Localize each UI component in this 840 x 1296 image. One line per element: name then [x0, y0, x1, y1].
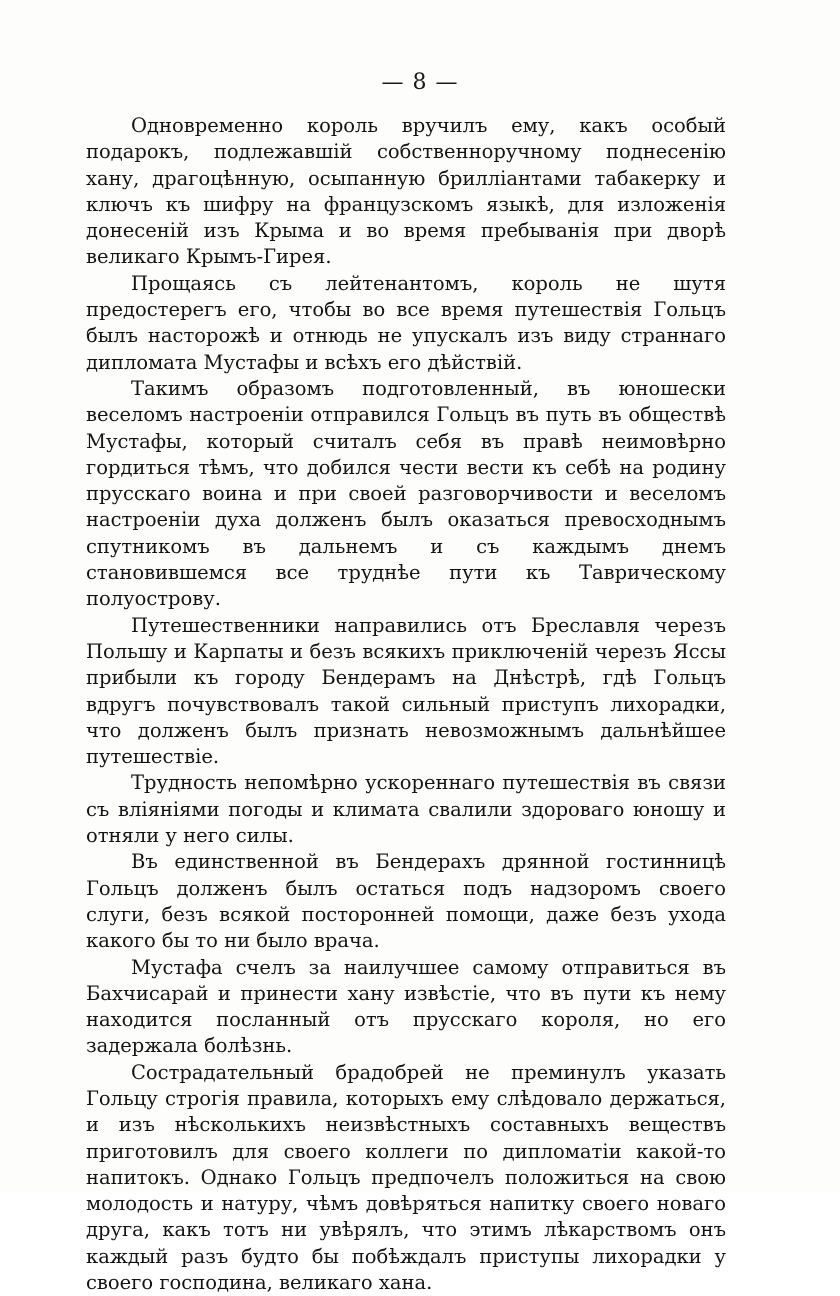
paragraph-8: Сострадательный брадобрей не преминулъ указать Гольцу строгія правила, которыхъ ему слѣдовало держаться, и изъ нѣсколькихъ неизвѣстныхъ составныхъ веществъ приготовилъ для своего коллеги по дипломатіи какой-то напитокъ. Однако Гольцъ предпочелъ положиться на свою молодость и натуру, чѣмъ довѣряться напитку своего новаго друга, какъ тотъ ни увѣрялъ, что этимъ лѣкарствомъ онъ каждый разъ будто бы побѣждалъ приступы лихорадки у своего господина, великаго хана.	[86, 1060, 726, 1295]
paragraph-4: Путешественники направились отъ Бреславля черезъ Польшу и Карпаты и безъ всякихъ приключеній черезъ Яссы прибыли къ городу Бендерамъ на Днѣстрѣ, гдѣ Гольцъ вдругъ почувствовалъ такой сильный приступъ лихорадки, что долженъ былъ признать невозможнымъ дальнѣйшее путешествіе.	[86, 613, 726, 769]
paragraph-7: Мустафа счелъ за наилучшее самому отправиться въ Бахчисарай и принести хану извѣстіе, что въ пути къ нему находится посланный отъ прусскаго короля, но его задержала болѣзнь.	[86, 955, 726, 1058]
paragraph-3: Такимъ образомъ подготовленный, въ юношески веселомъ настроеніи отправился Гольцъ въ путь въ обществѣ Мустафы, который считалъ себя въ правѣ неимовѣрно гордиться тѣмъ, что добился чести вести къ себѣ на родину прусскаго воина и при своей разговорчивости и веселомъ настроеніи духа долженъ былъ оказаться превосходнымъ спутникомъ въ дальнемъ и съ каждымъ днемъ становившемся все труднѣе пути къ Таврическому полуострову.	[86, 376, 726, 611]
paragraph-5: Трудность непомѣрно ускореннаго путешествія въ связи съ вліяніями погоды и климата свалили здороваго юношу и отняли у него силы.	[86, 771, 726, 848]
paragraph-2: Прощаясь съ лейтенантомъ, король не шутя предостерегъ его, чтобы во все время путешествія Гольцъ былъ насторожѣ и отнюдь не упускалъ изъ виду страннаго дипломата Мустафы и всѣхъ его дѣйствій.	[86, 271, 726, 374]
page-number: — 8 —	[381, 70, 459, 95]
paragraph-6: Въ единственной въ Бендерахъ дрянной гостинницѣ Гольцъ долженъ былъ остаться подъ надзоромъ своего слуги, безъ всякой посторонней помощи, даже безъ ухода какого бы то ни было врача.	[86, 850, 726, 953]
paragraph-1: Одновременно король вручилъ ему, какъ особый подарокъ, подлежавшій собственноручному поднесенію хану, драгоцѣнную, осыпанную бриллiантами табакерку и ключъ къ шифру на французскомъ языкѣ, для изложенія донесеній изъ Крыма и во время пребыванія при дворѣ великаго Крымъ-Гирея.	[86, 114, 726, 269]
body-text	[86, 113, 726, 1296]
